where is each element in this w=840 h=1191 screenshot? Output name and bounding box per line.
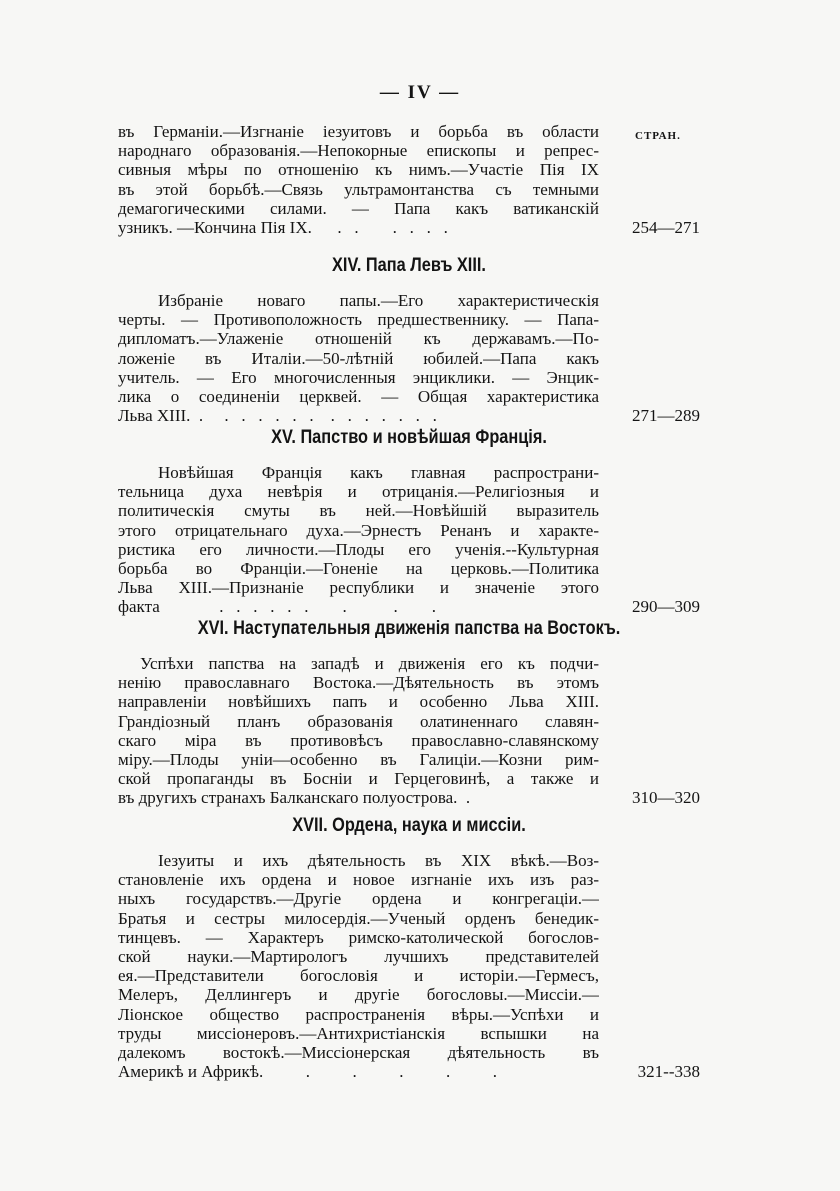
toc-section-continuation <box>118 122 700 237</box>
pages-column-label: СТРАН. <box>635 130 681 142</box>
entry-line: лика о соединеніи церквей. — Общая характеристика <box>118 387 599 407</box>
entry-line: Мелеръ, Деллингеръ и другіе богословы.—Миссіи.— <box>118 985 599 1005</box>
page-range: 271—289 <box>632 406 700 426</box>
entry-line: далекомъ востокѣ.—Миссіонерская дѣятельность въ <box>118 1043 599 1063</box>
entry-line: Льва XIII. . . . . . . . . . . . . . . <box>118 406 437 426</box>
entry-line: Америкѣ и Африкѣ. . . . . . <box>118 1062 497 1082</box>
section-heading: XVI. Наступательныя движенія папства на Востокъ. <box>197 618 621 639</box>
entry-text <box>118 851 599 1081</box>
entry-line: Успѣхи папства на западѣ и движенія его къ подчи- <box>140 654 599 673</box>
page-range: 321--338 <box>637 1062 700 1082</box>
entry-line: въ Германіи.—Изгнаніе іезуитовъ и борьба въ области <box>118 122 599 141</box>
toc-section-xvii <box>118 815 700 1081</box>
page-range: 290—309 <box>632 597 700 617</box>
entry-line: ристика его личности.—Плоды его ученія.--Культурная <box>118 539 599 559</box>
entry-line: тинцевъ. — Характеръ римско-католической богослов- <box>118 927 599 947</box>
page-range: 310—320 <box>632 788 700 808</box>
page-number: — IV — <box>379 82 461 103</box>
toc-entry <box>118 851 700 1081</box>
entry-line: дипломатъ.—Улаженіе отношеній къ державамъ.—По- <box>118 329 599 349</box>
entry-line: Ліонское общество распространенія вѣры.—Успѣхи и <box>118 1004 599 1024</box>
toc-section-xv <box>118 427 700 617</box>
entry-line: ныхъ государствъ.—Другіе ордена и конгрегаціи.— <box>118 889 599 909</box>
entry-line: міру.—Плоды уніи—особенно въ Галиціи.—Козни рим- <box>118 750 599 770</box>
entry-line: Іезуиты и ихъ дѣятельность въ XIX вѣкѣ.—Воз- <box>158 851 599 870</box>
entry-line: узникъ. —Кончина Пія IX. . . . . . . <box>118 218 448 238</box>
entry-line: борьба во Франціи.—Гоненіе на церковь.—Политика <box>118 559 599 579</box>
entry-text <box>118 654 599 808</box>
toc-entry <box>118 463 700 617</box>
toc-section-xiv <box>118 255 700 425</box>
entry-line: факта . . . . . . . . . <box>118 597 437 617</box>
entry-line: ненію православнаго Востока.—Дѣятельность въ этомъ <box>118 673 599 693</box>
entry-line: Братья и сестры милосердія.—Ученый орденъ бенедик- <box>118 908 599 928</box>
entry-line: этого отрицательнаго духа.—Эрнестъ Ренанъ и характе- <box>118 520 599 540</box>
toc-entry <box>118 654 700 808</box>
entry-line: демагогическими силами. — Папа какъ ватиканскій <box>118 198 599 218</box>
entry-line: труды миссіонеровъ.—Антихристіанскія вспышки на <box>118 1023 599 1043</box>
entry-line: ея.—Представители богословія и исторіи.—Гермесъ, <box>118 966 599 986</box>
entry-line: скаго міра въ противовѣсъ православно-славянскому <box>118 730 599 750</box>
entry-line: ской науки.—Мартирологъ лучшихъ представителей <box>118 947 599 967</box>
entry-line: становленіе ихъ ордена и новое изгнаніе ихъ изъ раз- <box>118 870 599 890</box>
entry-text <box>118 291 599 425</box>
entry-line: тельница духа невѣрія и отрицанія.—Религіозныя и <box>118 482 599 502</box>
entry-line: сивныя мѣры по отношенію къ нимъ.—Участіе Пія IX <box>118 160 599 180</box>
entry-line: политическія смуты въ ней.—Новѣйшій выразитель <box>118 501 599 521</box>
page-range: 254—271 <box>632 218 700 238</box>
toc-entry <box>118 291 700 425</box>
entry-text <box>118 463 599 617</box>
entry-line: учитель. — Его многочисленныя энциклики. — Энцик- <box>118 367 599 387</box>
entry-line: направленіи новѣйшихъ папъ и особенно Льва XIII. <box>118 692 599 712</box>
entry-line: ской пропаганды въ Босніи и Герцеговинѣ, а также и <box>118 769 599 789</box>
entry-line: ложеніе въ Италіи.—50-лѣтній юбилей.—Папа какъ <box>118 348 599 368</box>
entry-line: Новѣйшая Франція какъ главная распространи- <box>158 463 599 482</box>
toc-section-xvi <box>118 618 700 808</box>
section-heading: XIV. Папа Левъ XIII. <box>332 255 486 276</box>
entry-line: черты. — Противоположность предшественнику. — Папа- <box>118 310 599 330</box>
entry-line: въ другихъ странахъ Балканскаго полуострова. . <box>118 788 471 808</box>
entry-text <box>118 122 599 237</box>
entry-line: Льва XIII.—Признаніе республики и значеніе этого <box>118 578 599 598</box>
section-heading: XV. Папство и новѣйшая Франція. <box>271 427 547 448</box>
toc-entry <box>118 122 700 237</box>
entry-line: Грандіозный планъ образованія олатиненнаго славян- <box>118 711 599 731</box>
entry-line: Избраніе новаго папы.—Его характеристическія <box>158 291 599 310</box>
section-heading: XVII. Ордена, наука и миссіи. <box>292 815 526 836</box>
entry-line: въ этой борьбѣ.—Связь ультрамонтанства съ темными <box>118 179 599 199</box>
entry-line: народнаго образованія.—Непокорные епископы и репрес- <box>118 141 599 161</box>
